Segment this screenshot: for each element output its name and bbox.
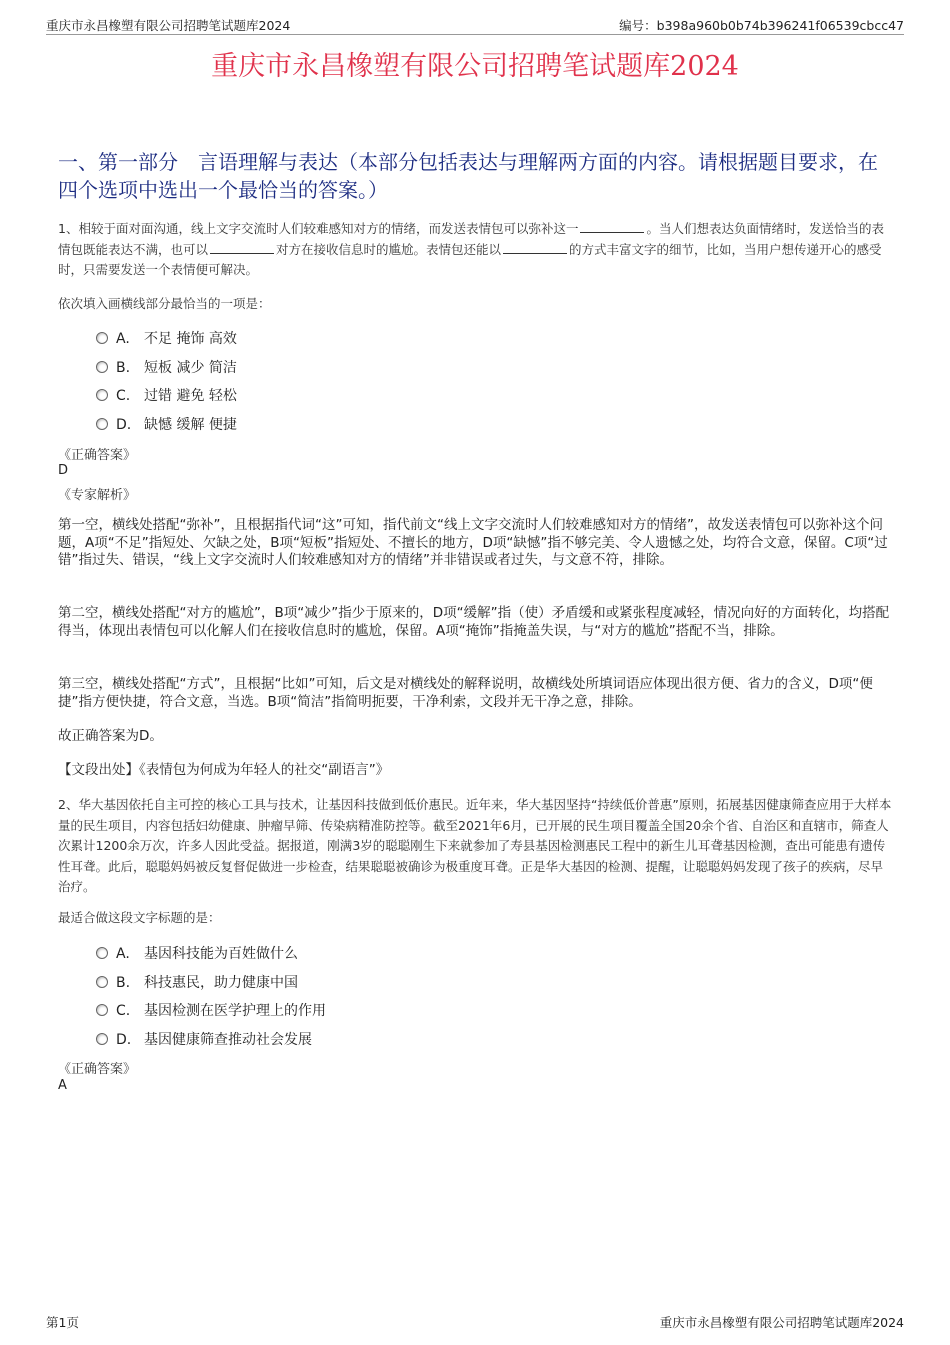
question-1-option-d[interactable] xyxy=(96,411,237,440)
question-1-text-d: 的方式丰富文字的细节，比如，当用户想传递开心的感受时，只需要发送一个表情便可解决。 xyxy=(58,241,882,277)
radio-icon[interactable] xyxy=(96,418,108,430)
option-text: 缺憾 缓解 便捷 xyxy=(144,416,237,433)
analysis-paragraph-1: 第一空，横线处搭配“弥补”，且根据指代词“这”可知，指代前文“线上文字交流时人们较难感知对方的情绪”，故发送表情包可以弥补这个问题，A项“不足”指短处、欠缺之处，B项“短板”指短处、不擅长的地方，D项“缺憾”指不够完美、令人遗憾之处，均符合文意，保留。C项“过错”指过失、错误，“线上文字交流时人们较难感知对方的情绪”并非错误或者过失，与文意不符，排除。 xyxy=(58,517,888,568)
option-letter: A. xyxy=(116,331,130,347)
header-doc-id: 编号：b398a960b0b74b396241f06539cbcc47 xyxy=(619,18,904,33)
option-letter: D. xyxy=(116,416,132,433)
footer-doc-name: 重庆市永昌橡塑有限公司招聘笔试题库2024 xyxy=(659,1315,904,1330)
option-letter: D. xyxy=(116,1031,132,1048)
option-text: 基因健康筛查推动社会发展 xyxy=(144,1031,312,1048)
fill-blank-1 xyxy=(580,220,644,233)
question-2-answer-label: 《正确答案》 xyxy=(58,1062,137,1077)
question-1-text-b: 。当人们想表达负面情绪时，发送恰当的表情包既能表达不满，也可以 xyxy=(58,221,884,257)
question-1-answer-label: 《正确答案》 xyxy=(58,448,137,463)
radio-icon[interactable] xyxy=(96,976,108,988)
fill-blank-3 xyxy=(503,241,567,254)
question-1-answer: D xyxy=(58,463,69,478)
option-letter: C. xyxy=(116,1003,131,1019)
option-text: 基因检测在医学护理上的作用 xyxy=(144,1003,326,1019)
question-2-stem: 2、华大基因依托自主可控的核心工具与技术，让基因科技做到低价惠民。近年来，华大基因坚持“持续低价普惠”原则，拓展基因健康筛查应用于大样本量的民生项目，内容包括妇幼健康、肿瘤早筛、传染病精准防控等。截至2021年6月，已开展的民生项目覆盖全国20余个省、自治区和直辖市，筛查人次累计1200余万次，许多人因此受益。据报道，刚满3岁的聪聪刚生下来就参加了寿县基因检测惠民工程中的新生儿耳聋基因检测，查出可能患有遗传性耳聋。此后，聪聪妈妈被反复督促做进一步检查，结果聪聪被确诊为极重度耳聋。正是华大基因的检测、提醒，让聪聪妈妈发现了孩子的疾病，尽早治疗。 xyxy=(58,797,892,894)
document-title: 重庆市永昌橡塑有限公司招聘笔试题库2024 xyxy=(211,51,739,82)
question-2-option-c[interactable] xyxy=(96,997,326,1026)
question-1-text-a: 1、相较于面对面沟通，线上文字交流时人们较难感知对方的情绪，而发送表情包可以弥补这一 xyxy=(58,221,579,236)
radio-icon[interactable] xyxy=(96,389,108,401)
option-letter: B. xyxy=(116,974,131,991)
question-1-prompt: 依次填入画横线部分最恰当的一项是： xyxy=(58,296,271,311)
analysis-paragraph-3: 第三空，横线处搭配“方式”，且根据“比如”可知，后文是对横线处的解释说明，故横线处所填词语应体现出很方便、省力的含义，D项“便捷”指方便快捷，符合文意，当选。B项“简洁”指简明扼要，干净利索，文段并无干净之意，排除。 xyxy=(58,676,873,710)
option-text: 基因科技能为百姓做什么 xyxy=(144,946,298,962)
header-doc-name: 重庆市永昌橡塑有限公司招聘笔试题库2024 xyxy=(46,18,291,33)
analysis-source: 【文段出处】《表情包为何成为年轻人的社交“副语言”》 xyxy=(58,762,390,778)
page-footer xyxy=(46,1313,904,1331)
page-number: 第1页 xyxy=(46,1315,79,1330)
question-2-option-d[interactable] xyxy=(96,1026,326,1055)
radio-icon[interactable] xyxy=(96,361,108,373)
option-text: 过错 避免 轻松 xyxy=(144,388,237,404)
radio-icon[interactable] xyxy=(96,1004,108,1016)
question-2-option-b[interactable] xyxy=(96,969,326,998)
question-1-option-b[interactable] xyxy=(96,354,237,383)
question-1-stem xyxy=(58,219,892,281)
option-text: 短板 减少 简洁 xyxy=(144,359,237,376)
analysis-paragraph-2: 第二空，横线处搭配“对方的尴尬”，B项“减少”指少于原来的，D项“缓解”指（使）矛盾缓和或紧张程度减轻，情况向好的方面转化，均搭配得当，体现出表情包可以化解人们在接收信息时的尴尬，保留。A项“掩饰”指掩盖失误，与“对方的尴尬”搭配不当，排除。 xyxy=(58,605,890,639)
page-header xyxy=(46,14,904,35)
section-heading: 一、第一部分 言语理解与表达（本部分包括表达与理解两方面的内容。请根据题目要求，在四个选项中选出一个最恰当的答案。） xyxy=(58,150,878,202)
fill-blank-2 xyxy=(210,241,274,254)
question-2-answer: A xyxy=(58,1078,67,1093)
question-1-option-c[interactable] xyxy=(96,382,237,411)
radio-icon[interactable] xyxy=(96,947,108,959)
radio-icon[interactable] xyxy=(96,1033,108,1045)
analysis-conclusion: 故正确答案为D。 xyxy=(58,728,163,744)
question-1-options xyxy=(96,325,237,439)
question-2-option-a[interactable] xyxy=(96,940,326,969)
option-letter: A. xyxy=(116,946,130,962)
question-1-text-c: 对方在接收信息时的尴尬。表情包还能以 xyxy=(276,241,502,257)
question-2-prompt: 最适合做这段文字标题的是： xyxy=(58,910,221,925)
question-1-option-a[interactable] xyxy=(96,325,237,354)
option-text: 不足 掩饰 高效 xyxy=(144,331,237,347)
option-text: 科技惠民，助力健康中国 xyxy=(144,974,298,991)
radio-icon[interactable] xyxy=(96,332,108,344)
option-letter: C. xyxy=(116,388,131,404)
question-1-analysis-label: 《专家解析》 xyxy=(58,488,137,503)
option-letter: B. xyxy=(116,359,131,376)
question-2-options xyxy=(96,940,326,1054)
